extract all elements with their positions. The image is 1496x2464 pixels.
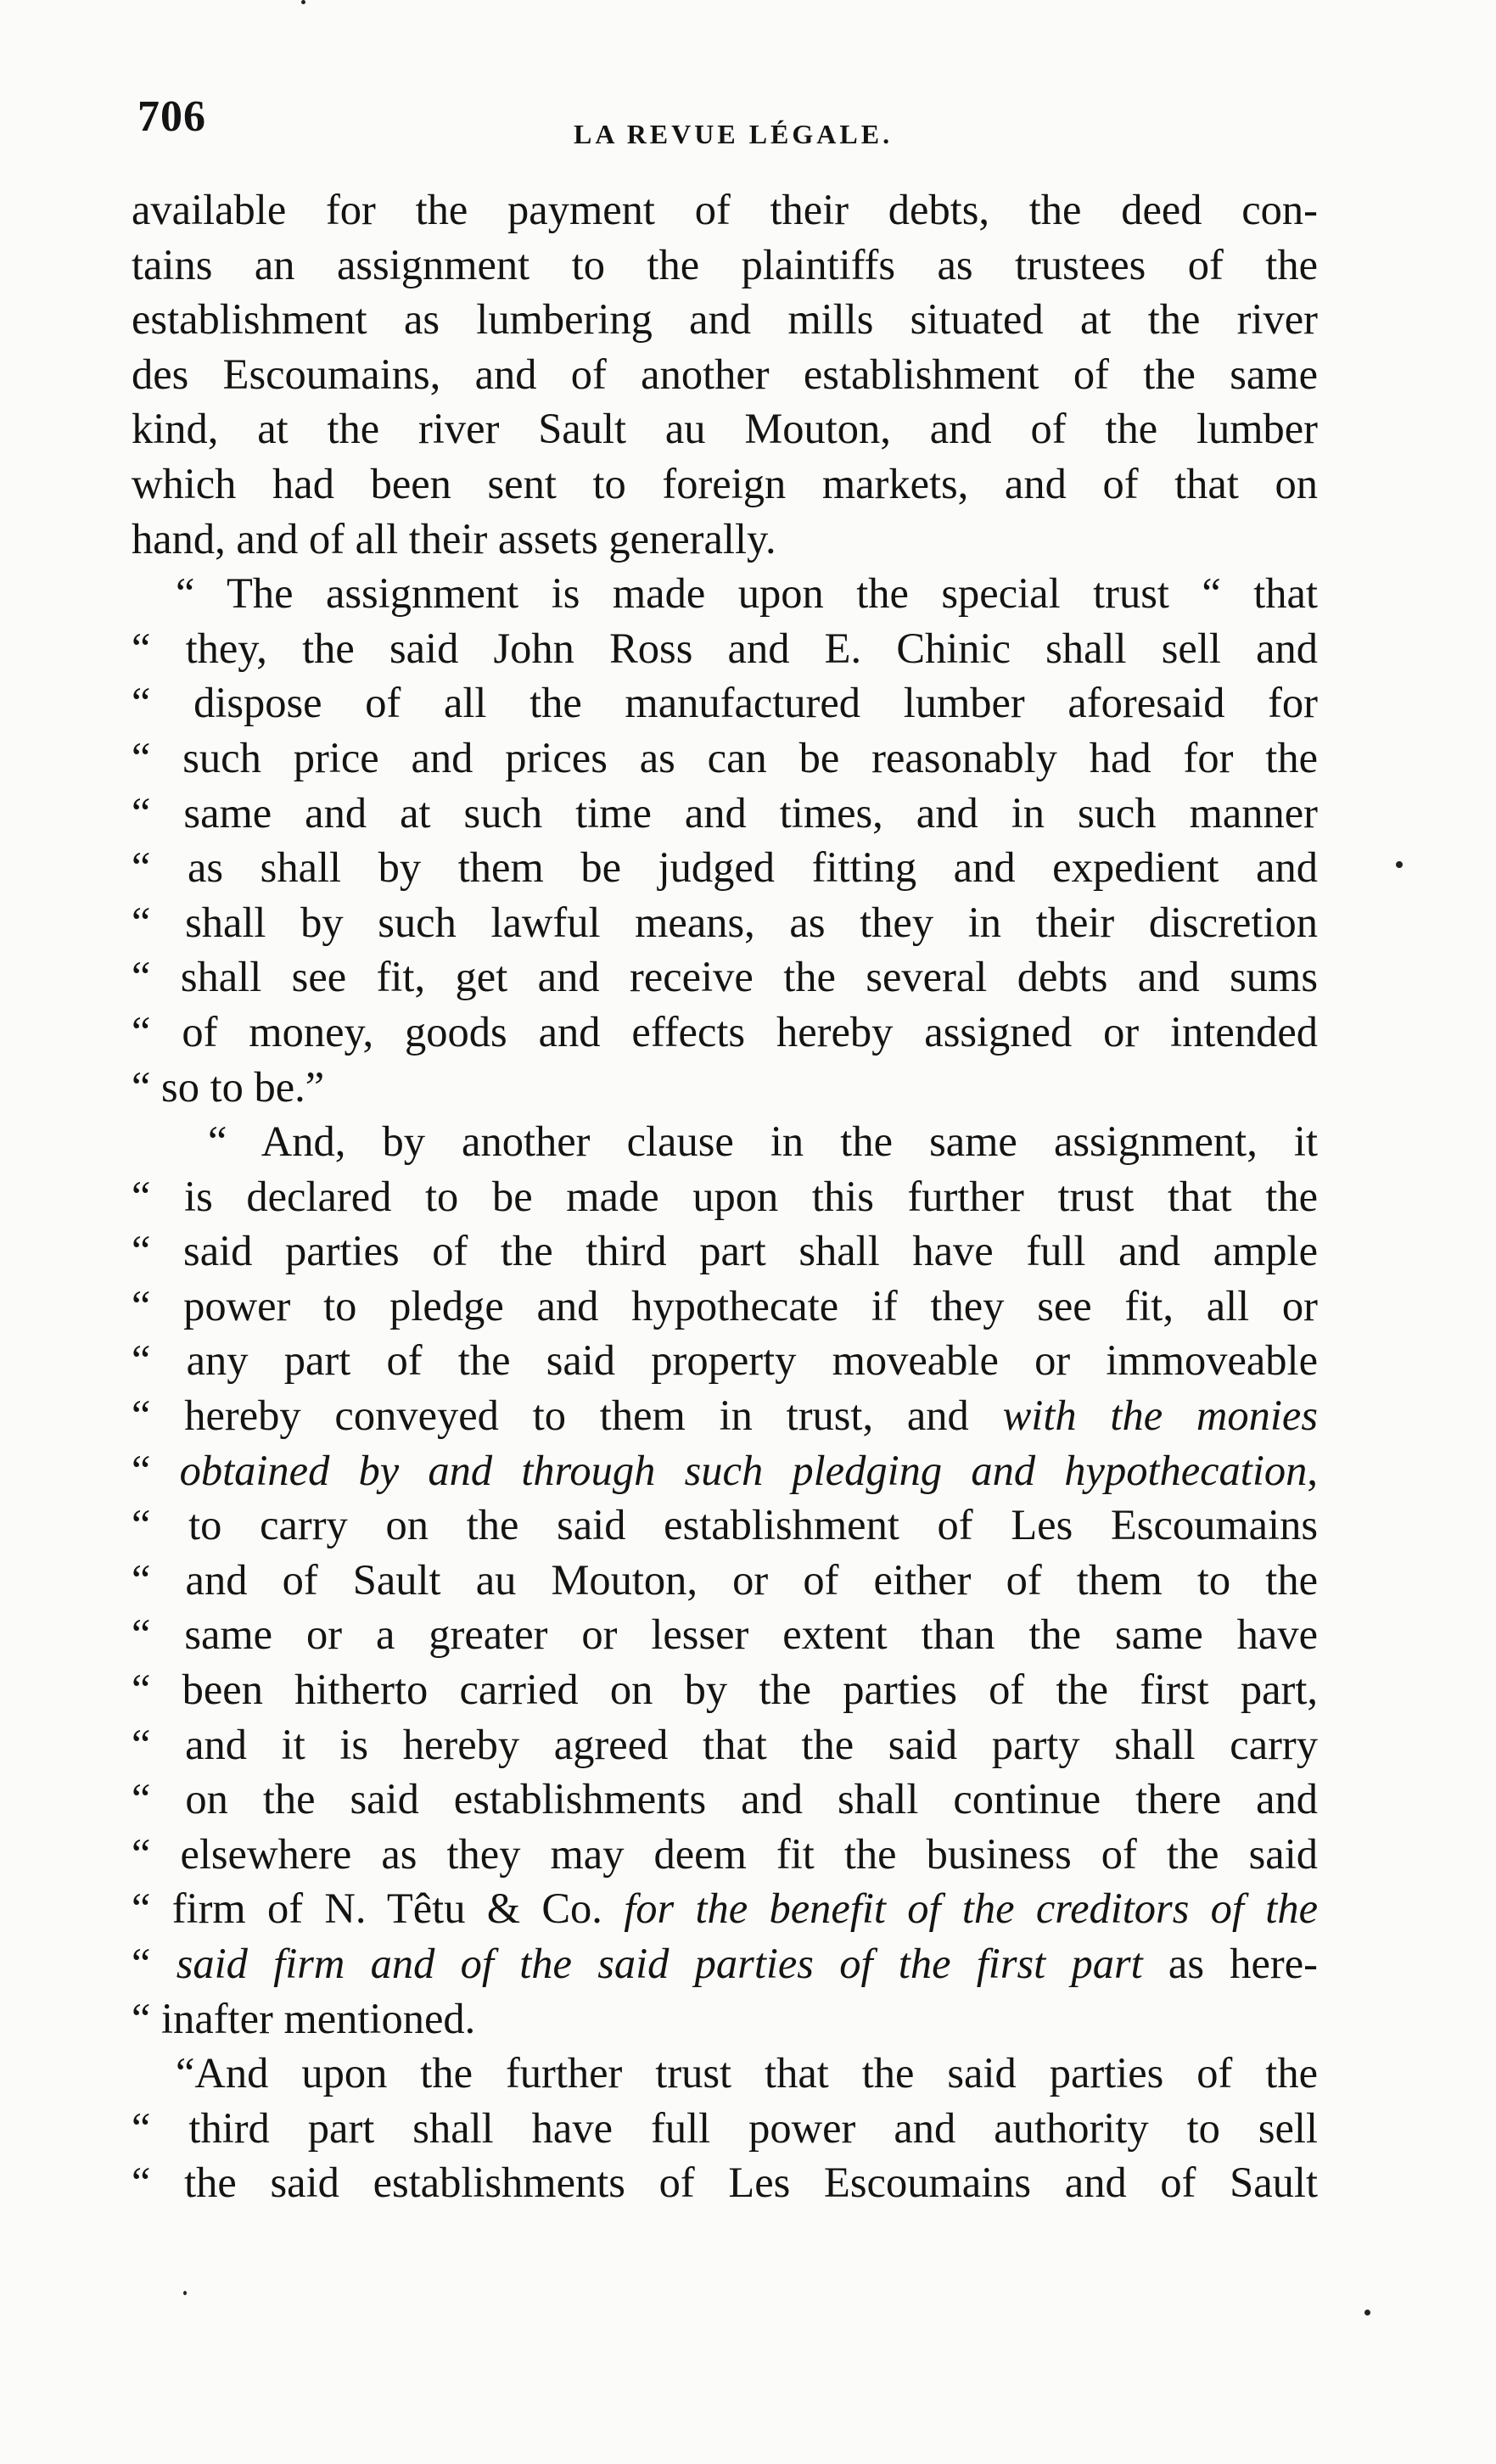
text-segment: “ on the said establishments and shall continue there and [132, 1775, 1318, 1823]
text-line [132, 1607, 1318, 1662]
text-line [132, 1827, 1318, 1882]
text-line [132, 731, 1318, 786]
text-segment: “ same and at such time and times, and in such manner [132, 788, 1318, 837]
text-line [132, 840, 1318, 895]
body-text [132, 182, 1318, 2210]
text-segment: “ is declared to be made upon this further trust that the [132, 1172, 1318, 1220]
text-line [132, 1991, 1318, 2047]
text-segment: “ [132, 1940, 176, 1987]
text-segment: kind, at the river Sault au Mouton, and of the lumber [132, 405, 1318, 453]
text-segment: “ been hitherto carried on by the parties of the first part, [132, 1666, 1318, 1714]
text-line [132, 1169, 1318, 1224]
italic-text: said firm and of the said parties of the first part [176, 1940, 1143, 1987]
text-segment: “And upon the further trust that the said parties of the [176, 2049, 1318, 2097]
text-line [132, 512, 1318, 567]
text-segment: “ such price and prices as can be reasonably had for the [132, 733, 1318, 781]
italic-text: with the monies [1002, 1392, 1318, 1440]
text-line [132, 1388, 1318, 1443]
text-line [132, 675, 1318, 731]
text-segment: tains an assignment to the plaintiffs as trustees of the [132, 240, 1318, 288]
text-segment: “ the said establishments of Les Escoumains and of Sault [132, 2159, 1318, 2207]
text-segment: “ inafter mentioned. [132, 1994, 476, 2042]
text-line [132, 2046, 1318, 2101]
text-segment: hand, and of all their assets generally. [132, 514, 776, 563]
print-speck [1396, 861, 1403, 868]
text-segment: “ as shall by them be judged fitting and expedient and [132, 843, 1318, 892]
text-line [132, 1279, 1318, 1334]
text-line [132, 1224, 1318, 1279]
running-title: LA REVUE LÉGALE. [574, 119, 894, 149]
print-speck [1364, 2310, 1370, 2316]
text-segment: “ same or a greater or lesser extent than the same have [132, 1610, 1318, 1659]
text-line [132, 1005, 1318, 1060]
text-line [132, 182, 1318, 238]
text-segment: “ so to be.” [132, 1062, 325, 1111]
text-segment: “ third part shall have full power and authority to sell [132, 2103, 1318, 2152]
page-number: 706 [137, 92, 206, 141]
text-line [132, 786, 1318, 841]
text-line [132, 1662, 1318, 1717]
text-line [132, 1772, 1318, 1827]
text-segment: “ elsewhere as they may deem fit the business of the said [132, 1829, 1318, 1878]
text-segment: “ and of Sault au Mouton, or of either of them to the [132, 1555, 1318, 1604]
text-segment: “ of money, goods and effects hereby assigned or intended [132, 1007, 1318, 1056]
text-line [132, 895, 1318, 950]
italic-text: obtained by and through such pledging and hypothecation [179, 1446, 1308, 1494]
text-line [132, 1443, 1318, 1498]
text-segment: available for the payment of their debts, the deed con- [132, 186, 1318, 233]
text-line [132, 292, 1318, 347]
print-speck [301, 0, 305, 4]
text-line [132, 456, 1318, 512]
text-line [132, 2101, 1318, 2156]
text-segment: “ power to pledge and hypothecate if they see fit, all or [132, 1281, 1318, 1330]
text-segment: des Escoumains, and of another establishment of the same [132, 350, 1318, 398]
text-segment: “ said parties of the third part shall have full and ample [132, 1227, 1318, 1275]
italic-text: for the benefit of the creditors of the [624, 1884, 1318, 1933]
text-segment: “ they, the said John Ross and E. Chinic shall sell and [132, 624, 1318, 672]
text-line [132, 1498, 1318, 1553]
text-line [132, 401, 1318, 456]
text-segment: “ shall see fit, get and receive the several debts and sums [132, 953, 1318, 1001]
text-segment: “ and it is hereby agreed that the said party shall carry [132, 1720, 1318, 1768]
text-line [132, 1553, 1318, 1608]
text-segment: “ to carry on the said establishment of Les Escoumains [132, 1501, 1318, 1549]
text-segment: , [1307, 1446, 1318, 1494]
text-line [132, 1936, 1318, 1991]
text-line [132, 949, 1318, 1005]
text-line [132, 2155, 1318, 2210]
text-line [132, 566, 1318, 621]
text-segment: “ dispose of all the manufactured lumber aforesaid for [132, 679, 1318, 727]
text-line [132, 1060, 1318, 1115]
text-line [132, 347, 1318, 402]
print-speck [183, 2291, 187, 2295]
text-line [132, 1881, 1318, 1936]
text-segment: “ [132, 1446, 180, 1494]
text-line [132, 238, 1318, 293]
text-segment: establishment as lumbering and mills situated at the river [132, 295, 1318, 344]
text-segment: “ And, by another clause in the same assignment, it [208, 1117, 1318, 1166]
text-segment: “ The assignment is made upon the special trust “ that [176, 569, 1318, 618]
text-line [132, 621, 1318, 676]
text-segment: which had been sent to foreign markets, and of that on [132, 459, 1318, 507]
text-line [132, 1717, 1318, 1772]
text-segment: as here- [1142, 1940, 1318, 1987]
text-segment: “ any part of the said property moveable or immoveable [132, 1336, 1318, 1385]
text-segment: “ hereby conveyed to them in trust, and [132, 1392, 1003, 1440]
text-line [132, 1114, 1318, 1169]
text-segment: “ shall by such lawful means, as they in their discretion [132, 898, 1318, 946]
text-segment: “ firm of N. Têtu & Co. [132, 1884, 625, 1933]
text-line [132, 1333, 1318, 1388]
